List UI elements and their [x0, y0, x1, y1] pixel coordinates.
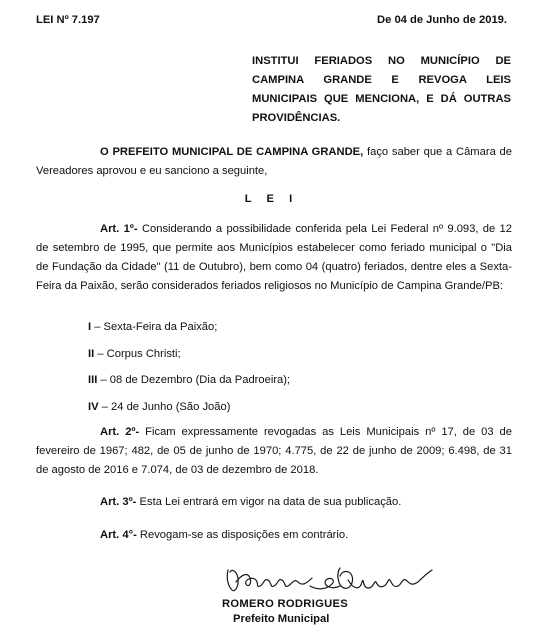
article-2 — [36, 423, 512, 480]
ementa-line: MUNICIPAIS QUE MENCIONA, E DÁ OUTRAS — [252, 93, 511, 105]
list-item — [88, 345, 181, 364]
preamble-authority: O PREFEITO MUNICIPAL DE CAMPINA GRANDE, — [100, 146, 364, 158]
article-text: Considerando a possibilidade conferida pela Lei Federal nº 9.093, de 12 de setembro de 1995, que permite aos Municípios estabelecer como feriado municipal o "Dia de Fundação da Cidade" (11 de Outubro), bem como 04 (quatro) feriados, dentre eles a Sexta-Feira da Paixão, serão considerados feriados religiosos no Município de Campina Grande/PB: — [36, 223, 512, 292]
article-label: Art. 2º- — [100, 426, 140, 438]
article-3 — [36, 493, 512, 512]
law-number: LEI Nº 7.197 — [36, 14, 100, 26]
ementa-line: CAMPINA GRANDE E REVOGA LEIS — [252, 74, 511, 86]
article-text: Revogam-se as disposições em contrário. — [136, 529, 349, 541]
item-text: – Sexta-Feira da Paixão; — [91, 321, 218, 333]
signer-role: Prefeito Municipal — [233, 613, 330, 625]
article-4 — [36, 526, 512, 545]
item-numeral: IV — [88, 401, 99, 413]
lei-title: L E I — [244, 193, 299, 205]
article-text: Esta Lei entrará em vigor na data de sua publicação. — [136, 496, 402, 508]
item-numeral: II — [88, 348, 95, 360]
item-text: – 08 de Dezembro (Dia da Padroeira); — [97, 374, 291, 386]
preamble-text: faço saber que a Câmara de Vereadores aprovou e eu sanciono a seguinte, — [36, 146, 512, 177]
article-label: Art. 3º- — [100, 496, 137, 508]
item-text: – 24 de Junho (São João) — [98, 401, 231, 413]
preamble — [36, 143, 512, 181]
list-item — [88, 318, 217, 337]
list-item — [88, 371, 290, 390]
article-label: Art. 1º- — [100, 223, 138, 235]
law-date: De 04 de Junho de 2019. — [377, 14, 507, 26]
signer-name: ROMERO RODRIGUES — [222, 598, 349, 610]
item-numeral: I — [88, 321, 92, 333]
item-text: – Corpus Christi; — [94, 348, 181, 360]
article-label: Art. 4°- — [100, 529, 137, 541]
article-text: Ficam expressamente revogadas as Leis Municipais nº 17, de 03 de fevereiro de 1967; 482, de 05 de junho de 1970; 4.775, de 22 de junho de 2009; 6.498, de 31 de agosto de 2016 e 7.074, de 03 de dezembro de 2018. — [36, 426, 512, 476]
ementa-line: PROVIDÊNCIAS. — [252, 112, 341, 124]
ementa — [252, 52, 511, 128]
list-item — [88, 398, 230, 417]
item-numeral: III — [88, 374, 98, 386]
ementa-line: INSTITUI FERIADOS NO MUNICÍPIO DE — [252, 55, 511, 67]
article-1 — [36, 220, 512, 296]
